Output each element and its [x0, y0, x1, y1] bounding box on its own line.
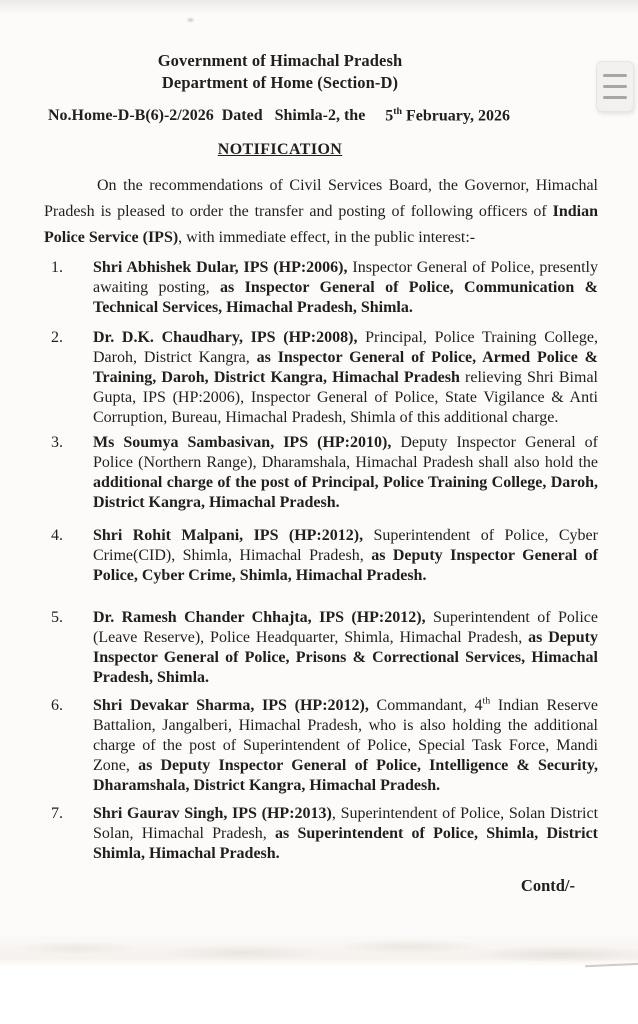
notification-title: NOTIFICATION — [217, 141, 343, 159]
text-segment: Commandant, 4 — [376, 697, 483, 715]
text-segment: Dr. Ramesh Chander Chhajta, IPS (HP:2012), — [93, 609, 433, 627]
text-segment: additional charge of the post of Principal, Police Training College, Daroh, District Kangra, Himachal Pradesh. — [93, 474, 598, 512]
transfer-item — [44, 433, 598, 513]
text-segment: , with immediate effect, in the public interest:- — [178, 229, 476, 247]
document-header — [48, 50, 512, 94]
date-ordinal: th — [393, 106, 402, 117]
transfer-list — [0, 258, 638, 864]
title-row — [48, 139, 512, 161]
item-number: 4. — [51, 527, 63, 545]
item-number: 2. — [51, 329, 63, 347]
item-text — [93, 608, 598, 688]
intro-paragraph — [44, 173, 598, 251]
text-segment: On the recommendations of Civil Services Board, the Governor, Himachal Pradesh is pleased to order the transfer and posting of following officers of — [44, 177, 598, 221]
item-number: 1. — [51, 259, 63, 277]
text-segment: Indian Police Service (IPS) — [44, 203, 598, 247]
item-number: 5. — [51, 609, 63, 627]
item-number: 7. — [51, 805, 63, 823]
header-line-department: Department of Home (Section-D) — [161, 73, 399, 92]
text-segment: Inspector General of Police, presently awaiting posting, — [93, 259, 598, 297]
text-segment: Deputy Inspector General of Police (Northern Range), Dharamshala, Himachal Pradesh shall also hold the — [93, 434, 599, 472]
text-segment: th — [482, 696, 491, 707]
text-segment: , Superintendent of Police, Solan District Solan, Himachal Pradesh, — [93, 805, 599, 843]
header-line-government: Government of Himachal Pradesh — [157, 51, 403, 70]
reference-number: No.Home-D-B(6)-2/2026 Dated Shimla-2, the — [48, 107, 366, 125]
reference-line — [48, 101, 510, 127]
date-rest: February, 2026 — [402, 107, 510, 125]
text-segment: as Inspector General of Police, Communication & Technical Services, Himachal Pradesh, Shimla. — [93, 279, 598, 317]
scan-speck — [186, 17, 195, 23]
text-segment: Shri Rohit Malpani, IPS (HP:2012), — [93, 527, 374, 545]
text-segment: Shri Gaurav Singh, IPS (HP:2013) — [93, 805, 332, 823]
transfer-item — [44, 804, 598, 864]
transfer-item — [44, 328, 598, 428]
text-segment: Shri Devakar Sharma, IPS (HP:2012), — [93, 697, 377, 715]
scan-paper-edge — [585, 963, 638, 967]
text-segment: as Inspector General of Police, Armed Police & Training, Daroh, District Kangra, Himachal Pradesh — [93, 349, 599, 387]
text-segment: Dr. D.K. Chaudhary, IPS (HP:2008), — [93, 329, 366, 347]
transfer-item — [44, 608, 598, 688]
item-text — [93, 433, 598, 513]
text-segment: as Superintendent of Police, Shimla, District Shimla, Himachal Pradesh. — [93, 825, 599, 863]
date-day: 5 — [385, 107, 394, 125]
hamburger-bar — [603, 74, 627, 77]
text-segment: as Deputy Inspector General of Police, Prisons & Correctional Services, Himachal Pradesh, Shimla. — [93, 629, 598, 687]
transfer-item — [44, 696, 598, 796]
item-text — [93, 526, 598, 586]
scan-bottom-band — [0, 936, 638, 966]
document-date — [385, 101, 510, 127]
menu-button[interactable] — [596, 61, 634, 112]
text-segment: as Deputy Inspector General of Police, Cyber Crime, Shimla, Himachal Pradesh. — [93, 547, 598, 585]
text-segment: as Deputy Inspector General of Police, Intelligence & Security, Dharamshala, District Kangra, Himachal Pradesh. — [93, 757, 598, 795]
transfer-item — [44, 258, 598, 318]
item-number: 3. — [51, 434, 63, 452]
text-segment: Superintendent of Police, Cyber Crime(CID), Shimla, Himachal Pradesh, — [93, 527, 598, 565]
contd-label: Contd/- — [520, 876, 575, 896]
text-segment: relieving Shri Bimal Gupta, IPS (HP:2006), Inspector General of Police, State Vigilance & Anti Corruption, Bureau, Himachal Pradesh, Shimla of this additional charge. — [93, 369, 598, 427]
item-text — [93, 804, 598, 864]
text-segment: Principal, Police Training College, Daroh, District Kangra, — [93, 329, 599, 367]
text-segment: Indian Reserve Battalion, Jangalberi, Himachal Pradesh, who is also holding the additional charge of the post of Superintendent of Police, Special Task Force, Mandi Zone, — [93, 697, 598, 775]
item-text — [93, 258, 598, 318]
transfer-item — [44, 526, 598, 586]
scan-top-shadow — [0, 0, 638, 14]
item-text — [93, 696, 598, 796]
text-segment: Ms Soumya Sambasivan, IPS (HP:2010), — [93, 434, 401, 452]
hamburger-bar — [603, 85, 627, 88]
text-segment: Superintendent of Police (Leave Reserve), Police Headquarter, Shimla, Himachal Pradesh, — [93, 609, 598, 647]
item-text — [93, 328, 598, 428]
hamburger-bar — [603, 96, 627, 99]
text-segment: Shri Abhishek Dular, IPS (HP:2006), — [93, 259, 353, 277]
item-number: 6. — [51, 697, 63, 715]
